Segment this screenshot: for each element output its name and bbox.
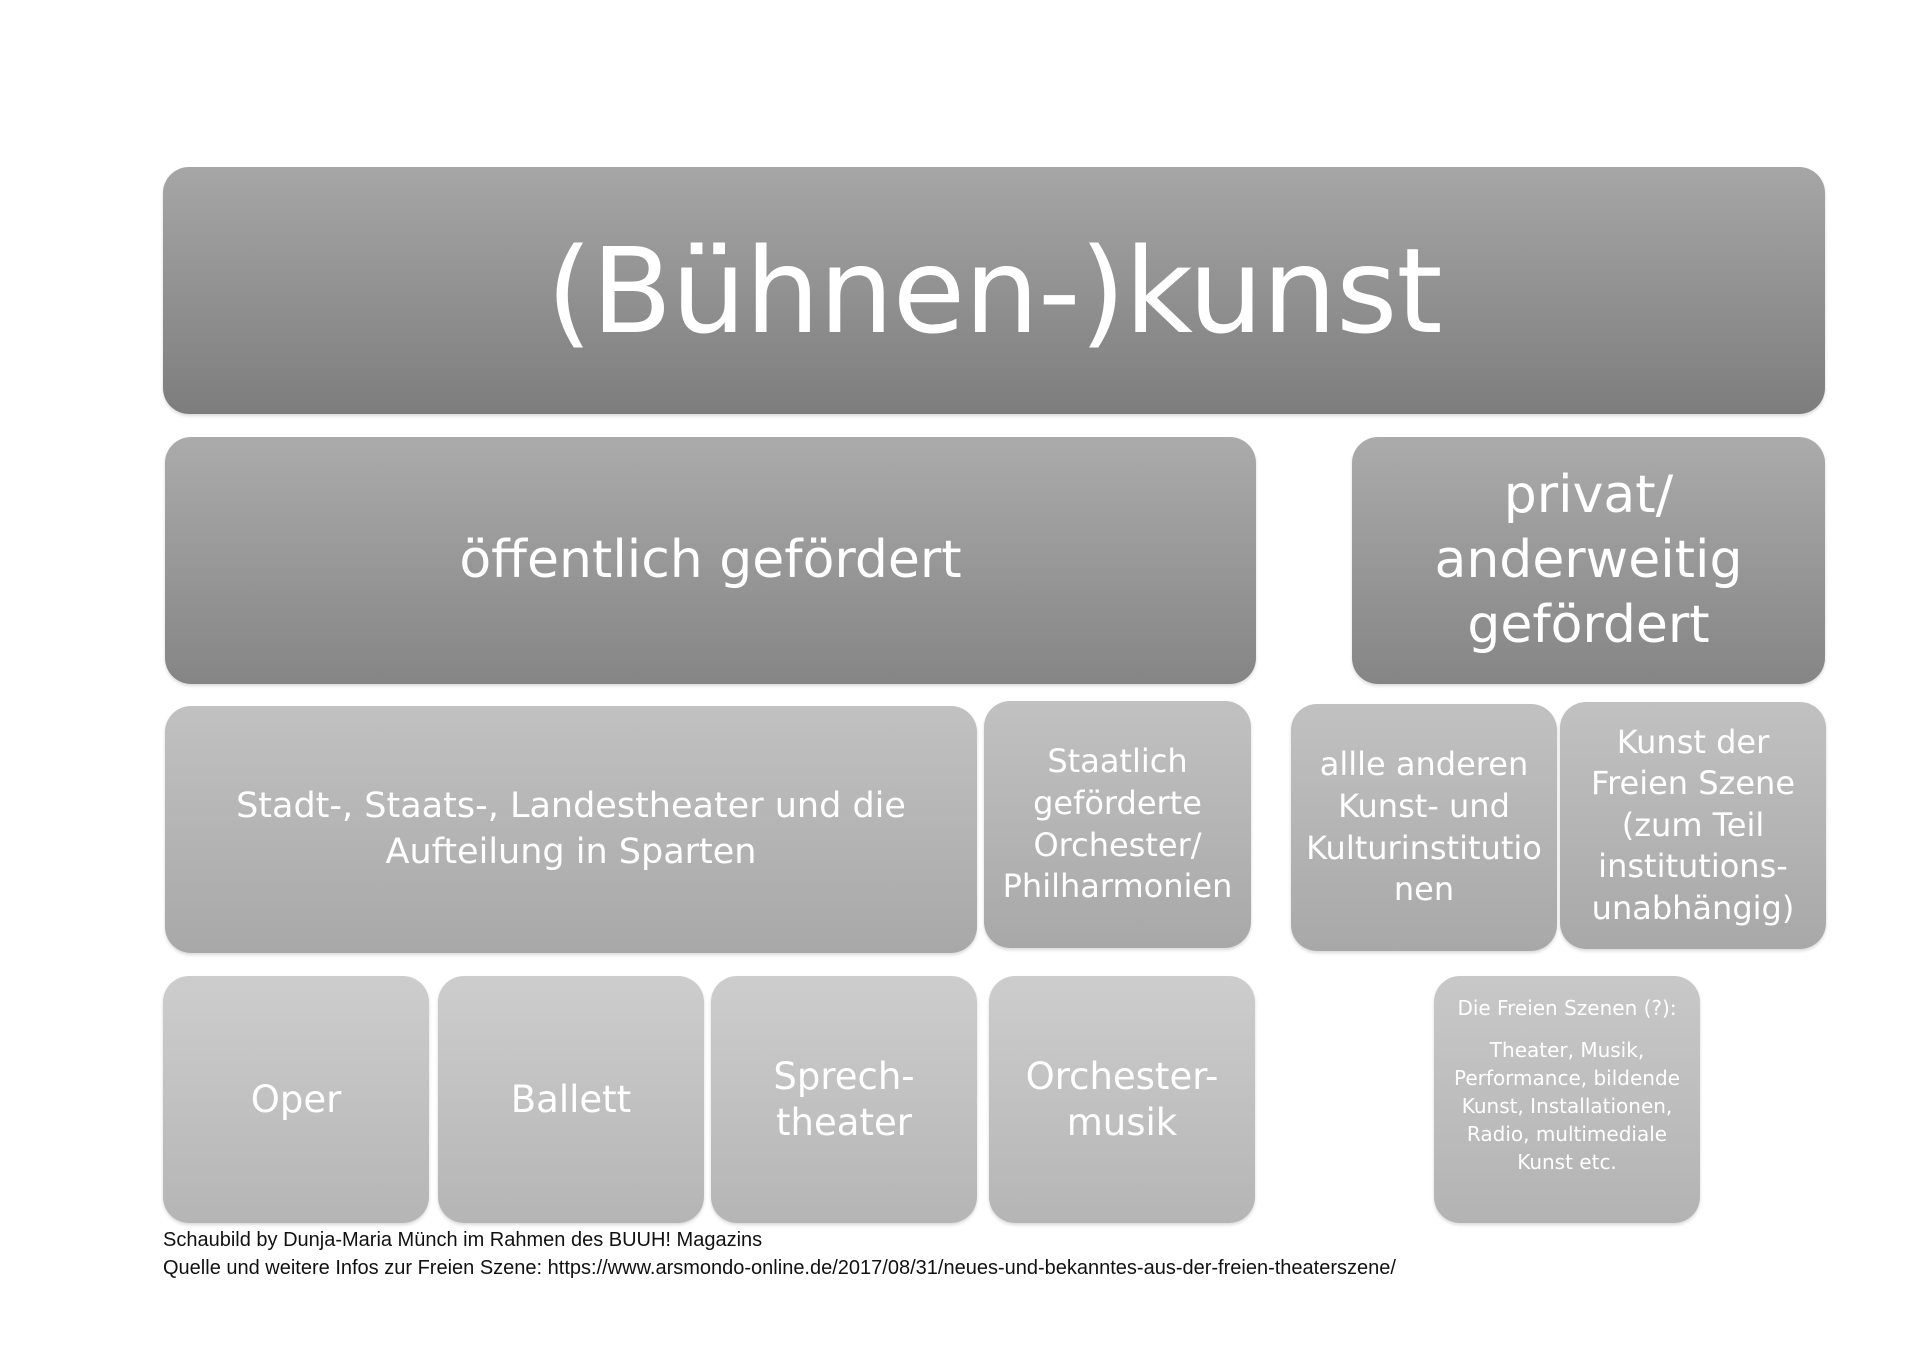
sparte-label: Sprech- theater (773, 1055, 915, 1144)
sparte-box-sprechtheater (711, 976, 977, 1223)
other-institutions-box (1291, 704, 1557, 951)
free-scenes-box (1434, 976, 1700, 1223)
free-art-box (1560, 702, 1826, 949)
private-funded-box (1352, 437, 1825, 684)
free-art-label: Kunst der Freien Szene (zum Teil institutions- unabhängig) (1590, 722, 1795, 927)
sparte-label: Ballett (510, 1077, 632, 1121)
caption-source: Quelle und weitere Infos zur Freien Szene: https://www.arsmondo-online.de/2017/08/31/neues-und-bekanntes-aus-der-freien-theaterszene/ (163, 1257, 1396, 1279)
orchestras-box (984, 701, 1251, 948)
sparte-label: Orchester- musik (1025, 1055, 1219, 1144)
theaters-label: Stadt-, Staats-, Landestheater und die Aufteilung in Sparten (236, 786, 906, 872)
private-funded-label: privat/ anderweitig gefördert (1434, 465, 1743, 655)
diagram-title: (Bühnen-)kunst (546, 221, 1442, 360)
sparte-label: Oper (250, 1077, 342, 1121)
sparte-box-oper (163, 976, 429, 1223)
sparte-box-ballett (438, 976, 704, 1223)
public-funded-label: öffentlich gefördert (459, 529, 962, 590)
title-box (163, 167, 1825, 414)
orchestras-label: Staatlich geförderte Orchester/ Philharmonien (1002, 742, 1233, 906)
caption-credit: Schaubild by Dunja-Maria Münch im Rahmen des BUUH! Magazins (163, 1229, 763, 1251)
other-institutions-label: allle anderen Kunst- und Kulturinstitutio nen (1306, 745, 1542, 909)
free-scenes-list: Theater, Musik, Performance, bildende Kunst, Installationen, Radio, multimediale Kunst etc. (1454, 1038, 1680, 1174)
free-scenes-heading: Die Freien Szenen (?): (1457, 996, 1677, 1020)
theaters-box (165, 706, 977, 953)
sparte-box-orchestermusik (989, 976, 1255, 1223)
public-funded-box (165, 437, 1256, 684)
